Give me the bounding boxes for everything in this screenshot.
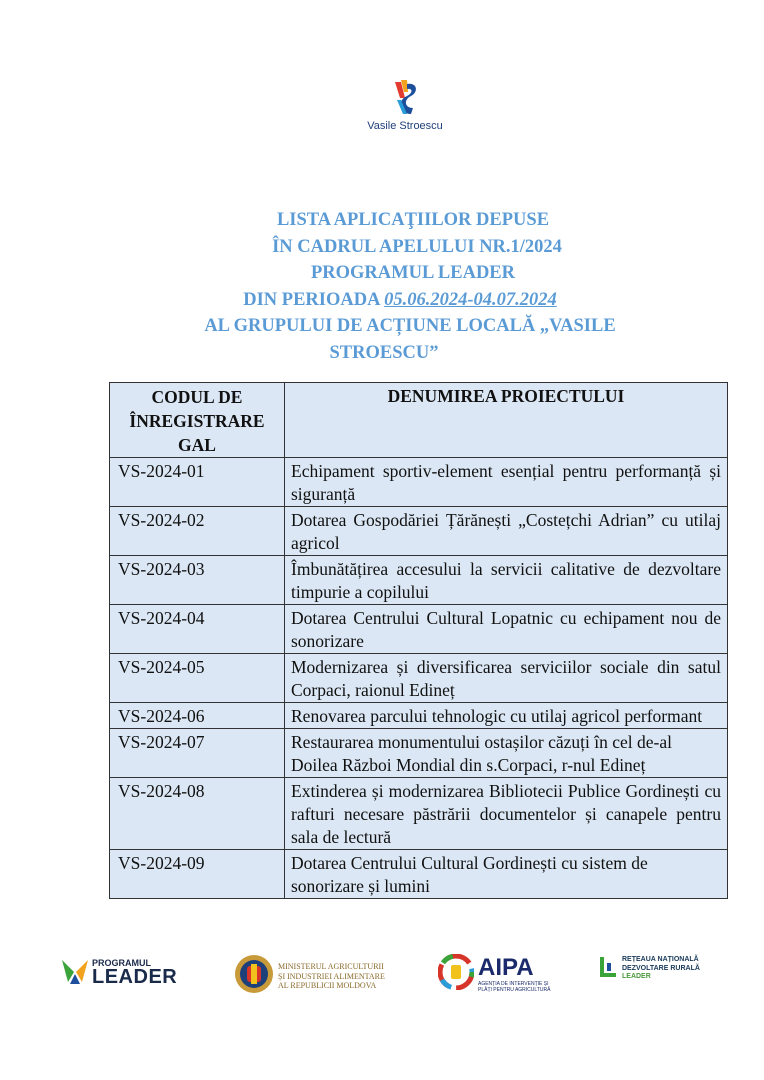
table-row (110, 654, 728, 703)
aipa-line-1: AGENȚIA DE INTERVENȚIE ȘI (478, 981, 549, 987)
aipa-line-2: PLĂȚI PENTRU AGRICULTURĂ (478, 987, 551, 993)
rndr-line-1: REȚEAUA NAȚIONALĂ (622, 956, 699, 963)
row-code: VS-2024-08 (110, 778, 285, 850)
table-row (110, 850, 728, 899)
aipa-subtitle (478, 981, 550, 993)
title-line-2: ÎN CADRUL APELULUI NR.1/2024 (272, 236, 562, 257)
title-line-6: STROESCU” (329, 342, 439, 363)
table-row (110, 605, 728, 654)
row-code: VS-2024-03 (110, 556, 285, 605)
table-row (110, 703, 728, 729)
row-code: VS-2024-07 (110, 729, 285, 778)
table-row (110, 556, 728, 605)
row-project-name: Dotarea Centrului Cultural Gordinești cu sistem de sonorizare și lumini (285, 850, 728, 899)
row-code: VS-2024-04 (110, 605, 285, 654)
rndr-emblem-icon (600, 957, 618, 979)
row-project-name: Renovarea parcului tehnologic cu utilaj agricol performant (285, 703, 728, 729)
table-row (110, 729, 728, 778)
title-line-1: LISTA APLICAŢIILOR DEPUSE (276, 210, 550, 230)
row-code: VS-2024-05 (110, 654, 285, 703)
row-project-name: Echipament sportiv-element esențial pentru performanță și siguranță (285, 458, 728, 507)
ministry-name (278, 962, 385, 991)
aipa-emblem-icon (438, 954, 474, 990)
vasile-stroescu-emblem-icon (387, 78, 423, 118)
leader-leaf-icon (60, 956, 90, 986)
row-code: VS-2024-06 (110, 703, 285, 729)
row-project-name: Îmbunătățirea accesului la servicii calitative de dezvoltare timpurie a copilului (285, 556, 728, 605)
partner-logos (0, 948, 764, 1008)
row-project-name: Extinderea și modernizarea Bibliotecii Publice Gordinești cu rafturi necesare păstrării documentelor și canapele pentru sala de lectură (285, 778, 728, 850)
rndr-line-2: DEZVOLTARE RURALĂ (622, 964, 700, 972)
table-row (110, 458, 728, 507)
header-registration-code: CODUL DE ÎNREGISTRARE GAL (110, 383, 285, 458)
applications-table (109, 382, 728, 899)
row-code: VS-2024-02 (110, 507, 285, 556)
title-line-5: AL GRUPULUI DE ACȚIUNE LOCALĂ „VASILE (204, 316, 616, 337)
row-code: VS-2024-09 (110, 850, 285, 899)
period-prefix: DIN PERIOADA (243, 289, 385, 310)
row-project-name: Restaurarea monumentului ostașilor căzuți în cel de-al Doilea Război Mondial din s.Corpaci, r-nul Edineț (285, 729, 728, 778)
document-title (120, 207, 680, 367)
rndr-line-3: LEADER (622, 973, 651, 980)
row-code: VS-2024-01 (110, 458, 285, 507)
table-header-row (110, 383, 728, 458)
ministry-line-1: MINISTERUL AGRICULTURII (278, 962, 384, 971)
leader-small-text: PROGRAMUL (92, 958, 151, 968)
ministry-seal-icon (234, 954, 274, 994)
period-dates: 05.06.2024-04.07.2024 (384, 289, 557, 310)
rndr-name (622, 956, 700, 982)
table-row (110, 778, 728, 850)
ministry-line-2: ȘI INDUSTRIEI ALIMENTARE (278, 971, 385, 981)
aipa-big-text: AIPA (478, 954, 534, 981)
leader-big-text: LEADER (92, 966, 178, 988)
table-row (110, 507, 728, 556)
logo-caption: Vasile Stroescu (367, 120, 443, 132)
row-project-name: Dotarea Centrului Cultural Lopatnic cu echipament nou de sonorizare (285, 605, 728, 654)
vasile-stroescu-logo (360, 78, 450, 132)
title-line-4 (120, 287, 680, 314)
ministry-line-3: AL REPUBLICII MOLDOVA (278, 981, 377, 990)
row-project-name: Modernizarea și diversificarea serviciilor sociale din satul Corpaci, raionul Edineț (285, 654, 728, 703)
title-line-3: PROGRAMUL LEADER (310, 263, 516, 284)
header-project-name: DENUMIREA PROIECTULUI (285, 383, 728, 458)
row-project-name: Dotarea Gospodăriei Țărănești „Costețchi Adrian” cu utilaj agricol (285, 507, 728, 556)
